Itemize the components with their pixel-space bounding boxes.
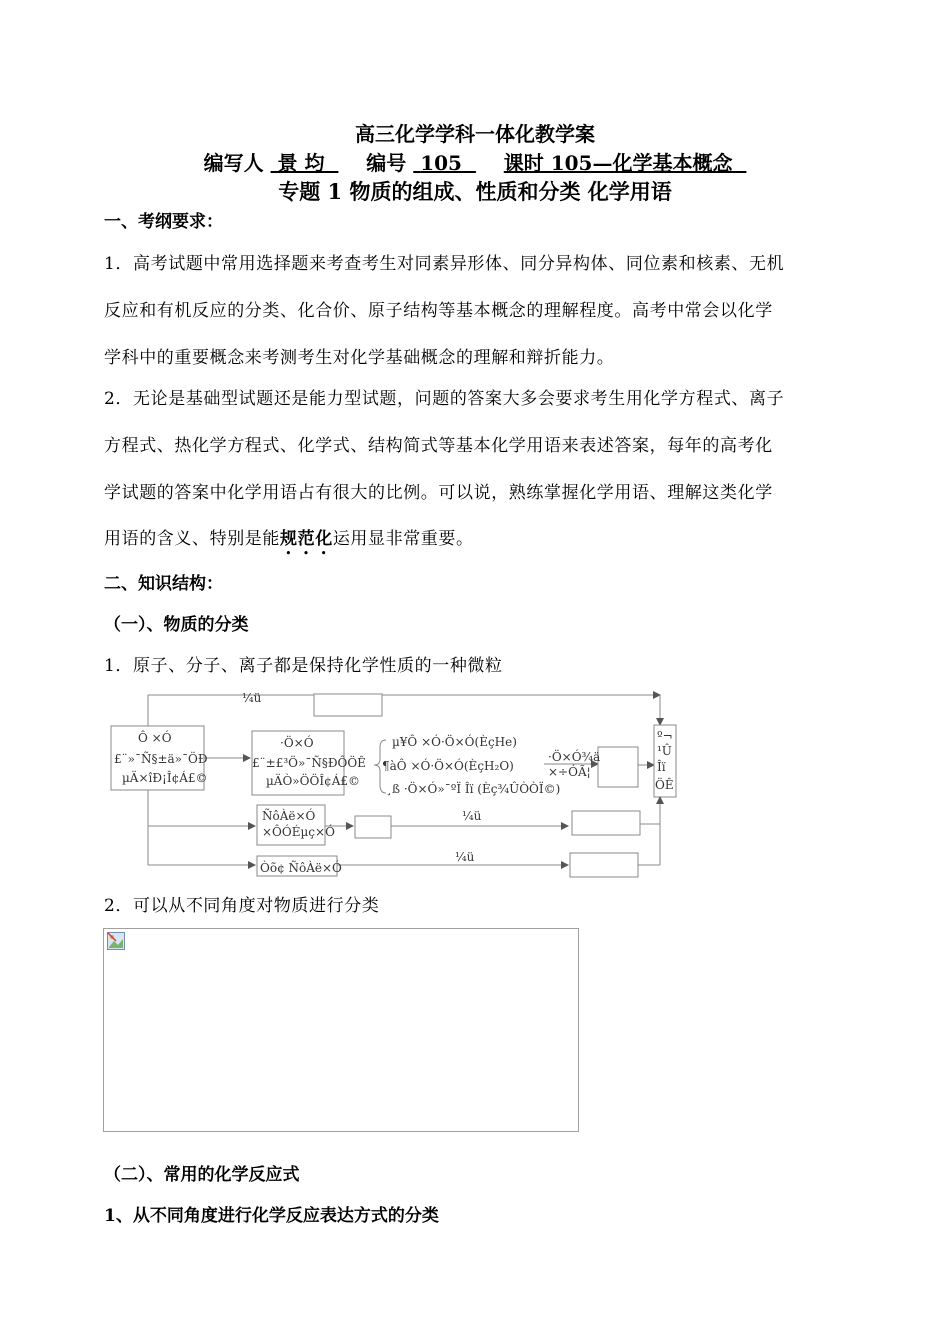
document-title: 高三化学学科一体化教学案 xyxy=(355,122,595,146)
paragraph-line: 用语的含义、特别是能规范化运用显非常重要。 xyxy=(104,529,474,549)
box-text: µÄÒ»ÖÖÎ¢Á£© xyxy=(266,774,360,788)
paragraph-line: 2．无论是基础型试题还是能力型试题，问题的答案大多会要求考生用化学方程式、离子 xyxy=(104,389,785,409)
paragraph-line: 学试题的答案中化学用语占有很大的比例。可以说，熟练掌握化学用语、理解这类化学 xyxy=(104,483,773,503)
lesson-label: 课时 105—化学基本概念 xyxy=(503,151,733,175)
blank-box xyxy=(598,747,638,787)
box-text: ·Ö×Ó¾ä xyxy=(548,750,601,764)
paragraph-line: 方程式、热化学方程式、化学式、结构简式等基本化学用语来表述答案，每年的高考化 xyxy=(104,436,773,456)
topic-title: 专题 1 物质的组成、性质和分类 化学用语 xyxy=(278,179,672,204)
subsection-heading: （一）、物质的分类 xyxy=(104,615,249,635)
box-text: Ô ×Ó xyxy=(138,731,172,745)
box-text: ÑôÀë×Ó xyxy=(262,809,316,823)
arrow-label: ¼ü xyxy=(462,809,482,823)
paragraph-line: 学科中的重要概念来考测考生对化学基础概念的理解和辩折能力。 xyxy=(104,348,615,368)
document-meta xyxy=(0,147,950,176)
emphasized-text: 规范化 xyxy=(280,529,333,549)
subsection-heading: （二）、常用的化学反应式 xyxy=(104,1165,300,1185)
list-item: 1．原子、分子、离子都是保持化学性质的一种微粒 xyxy=(104,656,503,676)
box-text: ×ÔÓÉµç×Ó xyxy=(262,825,335,839)
section2-heading: 二、知识结构： xyxy=(104,574,223,594)
box-text: ÖÊ xyxy=(655,778,674,792)
box-text: Îï xyxy=(657,760,666,774)
blank-box xyxy=(570,853,638,877)
paragraph-line: 1．高考试题中常用选择题来考查考生对同素异形体、同分异构体、同位素和核素、无机 xyxy=(104,254,785,274)
box-text: ×÷ÓÃ¦ xyxy=(548,765,591,779)
list-item: 2．可以从不同角度对物质进行分类 xyxy=(104,896,380,916)
broken-image-icon xyxy=(107,932,125,950)
blank-box xyxy=(314,694,382,716)
bracket-text: ¶àÔ ×Ó·Ö×Ó(ÈçH₂O) xyxy=(382,759,514,773)
author-label: 编写人 xyxy=(203,151,264,175)
box-text: º¬ xyxy=(657,729,673,743)
box-text: µÄ×îÐ¡Î¢Á£© xyxy=(122,771,208,785)
particle-diagram xyxy=(100,685,680,885)
arrow-label: ¼ü xyxy=(455,850,475,864)
paragraph-line: 反应和有机反应的分类、化合价、原子结构等基本概念的理解程度。高考中常会以化学 xyxy=(104,301,773,321)
box-text: £¨±£³Ö»¯Ñ§ÐÔÖÊ xyxy=(252,756,366,770)
section1-heading: 一、考纲要求： xyxy=(104,212,223,232)
number-value: 105 xyxy=(420,151,462,175)
image-placeholder xyxy=(103,928,579,1132)
arrow-label: ¼ü xyxy=(242,691,262,705)
number-label: 编号 xyxy=(366,151,407,175)
bracket-text: µ¥Ô ×Ó·Ö×Ó(ÈçHe) xyxy=(392,735,517,749)
blank-box xyxy=(355,816,391,838)
box-text: ·Ö×Ó xyxy=(280,736,314,750)
blank-box xyxy=(572,811,640,835)
box-text: Òõ¢ ÑôÀë×Ó xyxy=(260,861,342,875)
box-text: £¨»¯Ñ§±ä»¯ÖÐ xyxy=(114,752,208,766)
bracket-text: ¸ß ·Ö×Ó»¯ºÏ Îï (Èç¾ÛÒÒÏ©) xyxy=(386,782,561,796)
subsection-item: 1、从不同角度进行化学反应表达方式的分类 xyxy=(104,1206,439,1226)
box-text: ¹Û xyxy=(657,744,672,758)
author-name: 景 均 xyxy=(277,151,325,175)
